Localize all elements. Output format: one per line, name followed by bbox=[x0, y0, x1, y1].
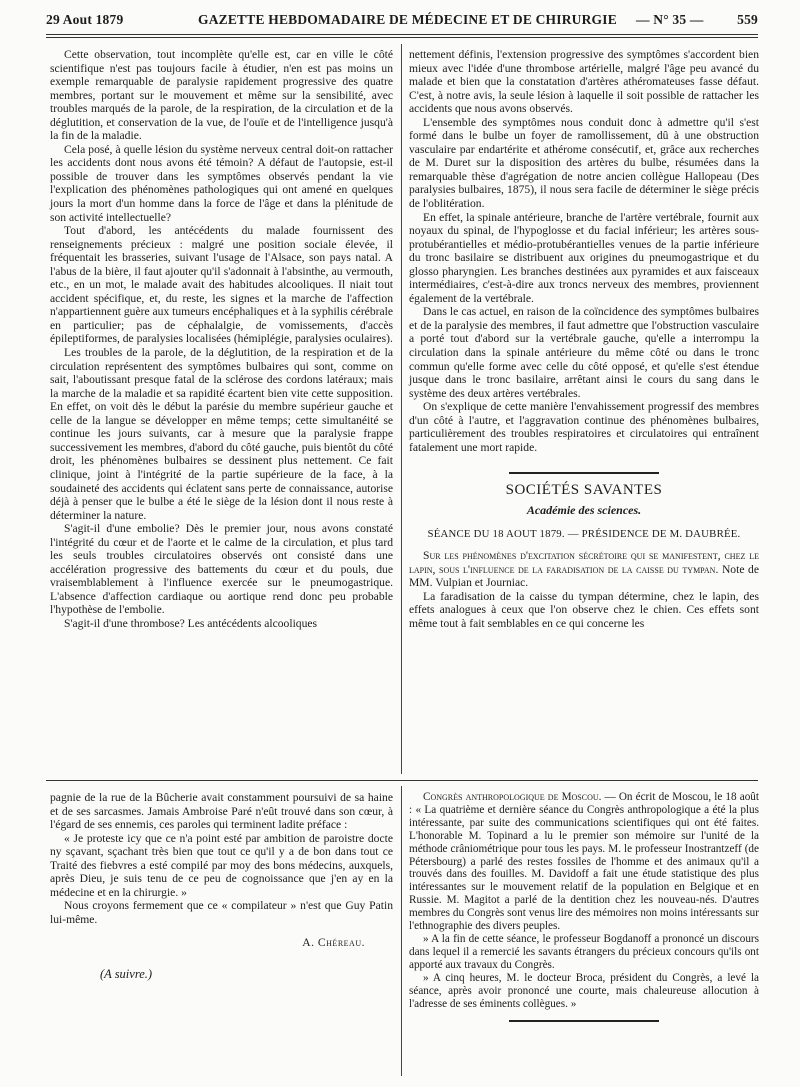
news-text: — On écrit de Moscou, le 18 août : « La quatrième et dernière séance du Congrès anthropologique a été la plus intéressante, par suite des communications scientifiques qui ont été faites. L'honorable M. Topinard a lu le premier son mémoire sur l'unité de la méthode crâniométrique pour tous les pays. M. le professeur Inostrantzeff (de Pétersbourg) a parlé des restes fossiles de l'homme et des animaux qu'il a trouvés dans des fouilles. M. Davidoff a fait une étude statistique des plus intéressantes sur le mouvement relatif de la population en Belgique et en Russie. M. Magitot a parlé de la dentition chez les nouveau-nés. D'autres membres du Congrès sont venus lire des mémoires non moins intéressants sur l'ethnographie des divers peuples. bbox=[409, 791, 759, 933]
header-rule-inner bbox=[46, 37, 758, 38]
seance-line: SÉANCE DU 18 AOUT 1879. — PRÉSIDENCE DE M. DAUBRÉE. bbox=[427, 527, 741, 540]
news-item bbox=[409, 791, 759, 933]
paragraph: » A la fin de cette séance, le professeur Bogdanoff a prononcé un discours dans lequel il a remercié les savants étrangers du précieux concours qu'ils ont apporté aux travaux du Congrès. bbox=[409, 932, 759, 971]
column-divider-bottom bbox=[401, 786, 402, 1076]
column-top-left bbox=[50, 48, 393, 631]
paragraph: En effet, la spinale antérieure, branche de l'artère vertébrale, fournit aux noyaux du spinal, de l'hypoglosse et du facial inférieur; les artères sous-protubérantielles et médio-protubérantielles venues de la partie inférieure du tronc basilaire se distribuent aux origines du pneumogastrique et du glosso pharyngien. Les branches destinées aux pyramides et aux faisceaux intermédiaires, c'est-à-dire aux troncs nerveux des membres, proviennent également de la vertébrale. bbox=[409, 210, 759, 305]
paragraph: Cette observation, tout incomplète qu'elle est, car en ville le côté scientifique n'est pas toujours facile à étudier, n'en est pas moins un exemple remarquable de paralysie rapidement progressive des quatre membres, portant sur le mouvement et même sur la sensibilité, avec troubles marqués de la parole, de la respiration, de la circulation et de la déglutition, et conservation de la vue, de l'ouïe et de l'intelligence jusqu'à la fin de la maladie. bbox=[50, 48, 393, 143]
section-rule bbox=[509, 472, 659, 474]
issue-date: 29 Aout 1879 bbox=[46, 12, 124, 27]
paragraph: Dans le cas actuel, en raison de la coïncidence des symptômes bulbaires et de la paralysie des membres, il faut admettre que l'obstruction vasculaire a porté tout d'abord sur la vertébrale gauche, qu'elle a interrompu la circulation dans la spinale antérieure du même côté ou dans le tronc commun qu'elle forme avec celle du côté opposé, et qu'elle s'est étendue jusque dans le tronc basilaire, arrêtant ainsi le cours du sang dans le système des deux artères vertébrales. bbox=[409, 305, 759, 400]
section-separator bbox=[46, 780, 758, 781]
paragraph: S'agit-il d'une thrombose? Les antécédents alcooliques bbox=[64, 616, 318, 630]
quotation: « Je proteste icy que ce n'a point esté par ambition de paroistre docte ny sçavant, sçachant très bien que tout ce qu'il y a de bon dans tout ce Traité des fiebvres a esté compilé par moy des bons médecins, auxquels, après Dieu, je suis tenu de ce peu de cognoissance que j'en ay en la médecine et en la chirurgie. » bbox=[50, 831, 393, 899]
article-title: Sur les phénomènes d'excitation sécrétoire qui se manifestent, chez le lapin, sous l'influence de la faradisation de la caisse du tympan. bbox=[409, 549, 759, 576]
paragraph: Cela posé, à quelle lésion du système nerveux central doit-on rattacher les accidents dont nous avons été témoin? A défaut de l'autopsie, est-il possible de trouver dans les symptômes observés pendant la vie l'explication des phénomènes pathologiques qui ont amené en quelques jours la mort d'un homme dans la force de l'âge et dans la plénitude de son activité intellectuelle? bbox=[50, 142, 393, 224]
article-note: Note de MM. Vulpian et Journiac. bbox=[409, 562, 759, 590]
news-lead: Congrès anthropologique de Moscou. bbox=[423, 791, 602, 803]
paragraph: nettement définis, l'extension progressive des symptômes s'accordent bien mieux avec l'idée d'une thrombose artérielle, malgré l'âge peu avancé du malade et bien que la constatation d'artères athéromateuses fasse défaut. C'est, à notre avis, la seule lésion à laquelle il soit possible de rattacher les accidents que nous avons observés. bbox=[409, 48, 759, 116]
paragraph: » A cinq heures, M. le docteur Broca, président du Congrès, a levé la séance, après avoir prononcé une courte, mais chaleureuse allocution à l'adresse de ses éminents collègues. » bbox=[409, 971, 759, 1010]
end-rule bbox=[509, 1020, 659, 1022]
to-be-continued: (A suivre.) bbox=[100, 967, 153, 982]
paragraph: Nous croyons fermement que ce « compilateur » n'est que Guy Patin lui-même. bbox=[50, 899, 393, 926]
column-bottom-right bbox=[409, 791, 759, 1022]
paragraph: Les troubles de la parole, de la déglutition, de la respiration et de la circulation représentent des symptômes bulbaires qui sont, comme on sait, l'aboutissant presque fatal de la sclérose des cordons latéraux; mais la marche de la maladie et sa rapidité écartent bien vite cette supposition. En effet, on voit dès le début la parésie du membre supérieur gauche et celle de la langue se développer en même temps; cette simultanéité se continue les jours suivants, car à mesure que la paralysie frappe successivement les membres, d'abord du côté gauche, puis bientôt du côté droit, les phénomènes bulbaires se dessinent plus nettement. Ce fait clinique, joint à l'intégrité de la partie supérieure de la face, à la soudaineté des accidents qui éclatent sans perte de connaissance, autorise déjà à penser que le bulbe a été le siège de la lésion dont il nous reste à déterminer la nature. bbox=[50, 346, 393, 522]
page-number: 559 bbox=[737, 12, 758, 27]
column-bottom-left bbox=[50, 791, 393, 982]
section-heading: SOCIÉTÉS SAVANTES bbox=[505, 482, 663, 499]
paragraph: La faradisation de la caisse du tympan détermine, chez le lapin, des effets analogues à ceux que l'on observe chez le chien. Ces effets sont même tout à fait semblables en ce qui concerne les bbox=[409, 589, 759, 630]
section-subheading: Académie des sciences. bbox=[526, 502, 642, 517]
journal-title: GAZETTE HEBDOMADAIRE DE MÉDECINE ET DE CHIRURGIE bbox=[198, 12, 617, 27]
paragraph: L'ensemble des symptômes nous conduit donc à admettre qu'il s'est formé dans le bulbe un foyer de ramollissement, dû à une obstruction vasculaire par endartérite et athérome consécutif, et, grâce aux recherches de M. Duret sur la disposition des artères du bulbe, résumées dans la remarquable thèse d'agrégation de notre ancien collègue Hallopeau (Des paralysies bulbaires, 1875), il nous sera facile de déterminer le siège précis de l'oblitération. bbox=[409, 115, 759, 211]
article-heading bbox=[409, 549, 759, 590]
page-header bbox=[46, 10, 758, 30]
paragraph: On s'explique de cette manière l'envahissement progressif des membres d'un côté à l'autre, et l'aggravation continue des phénomènes bulbaires, particulièrement des troubles respiratoires et circulatoires qui entraînent fatalement une mort rapide. bbox=[409, 400, 759, 454]
paragraph: pagnie de la rue de la Bûcherie avait constamment poursuivi de sa haine et de ses sarcasmes. Jamais Ambroise Paré n'eût trouvé dans son cœur, à l'égard de ses ennemis, ces paroles qui terminent ladite préface : bbox=[50, 791, 393, 832]
paragraph: Tout d'abord, les antécédents du malade fournissent des renseignements précieux : malgré une position sociale élevée, il fréquentait les brasseries, suivant l'usage de l'Alsace, son pays natal. A l'abus de la bière, il faut ajouter qu'il s'adonnait à l'absinthe, au vermouth, etc., en un mot, le malade avait des habitudes alcooliques. Il niait tout accident spécifique, et, du reste, les signes et la marche de l'affection n'appartiennent guère aux tumeurs encéphaliques et à la syphilis cérébrale en particulier; pas de céphalalgie, de vomissements, d'accès épileptiformes, de paralysies localisées (hémiplégie, paralysies oculaires). bbox=[50, 224, 393, 346]
author-signature: A. Chéreau. bbox=[302, 936, 365, 950]
column-top-right bbox=[409, 48, 759, 630]
paragraph: S'agit-il d'une embolie? Dès le premier jour, nous avons constaté l'intégrité du cœur et de l'aorte et le calme de la circulation, et plus tard les seuls troubles circulatoires observés ont consisté dans une accélération progressive des battements du cœur et du pouls, due vraisemblablement à l'influence exercée sur le pneumogastrique. L'absence d'affection cardiaque ou aortique rend donc peu probable l'hypothèse de l'embolie. bbox=[50, 522, 393, 617]
column-divider bbox=[401, 44, 402, 774]
issue-number: — N° 35 — bbox=[636, 12, 704, 27]
header-rule bbox=[46, 34, 758, 35]
